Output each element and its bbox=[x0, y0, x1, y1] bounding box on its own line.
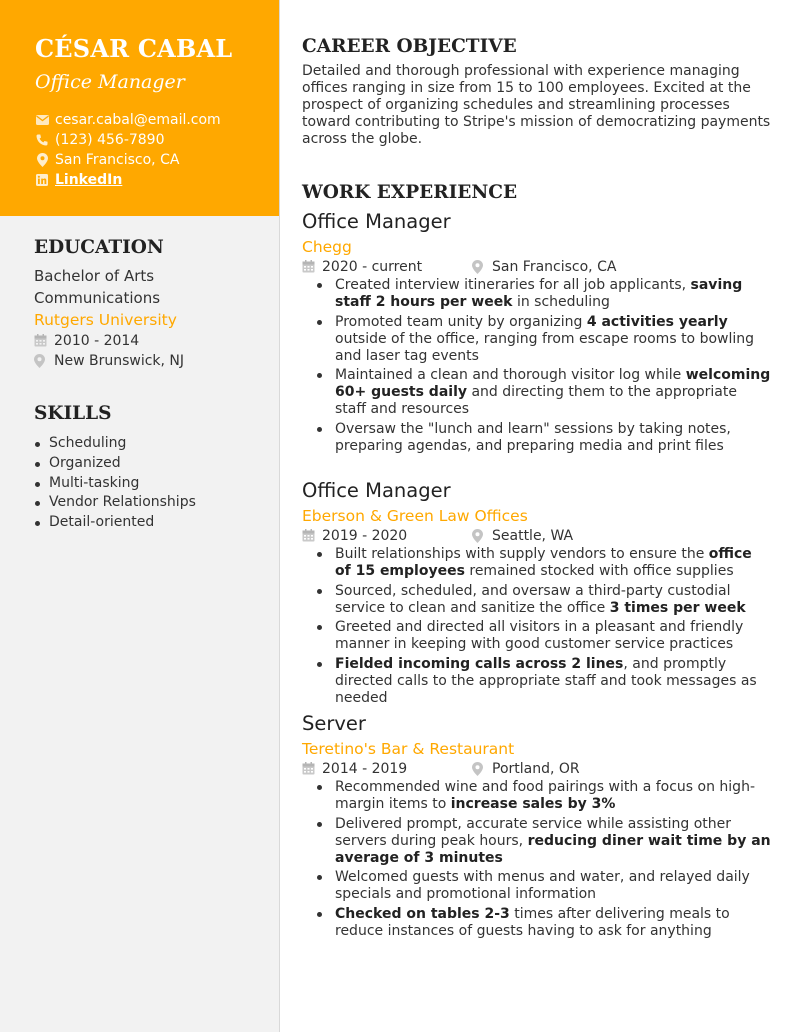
job-dates-text: 2019 - 2020 bbox=[322, 528, 408, 544]
skill-item: Organized bbox=[34, 454, 264, 474]
objective-heading: CAREER OBJECTIVE bbox=[302, 36, 517, 57]
calendar-icon bbox=[302, 529, 316, 543]
highlight-text: Checked on tables 2-3 bbox=[335, 905, 510, 922]
skill-item: Scheduling bbox=[34, 434, 264, 454]
location-pin-icon bbox=[35, 153, 49, 167]
objective-text: Detailed and thorough professional with experience managing offices ranging in size from 15 to 100 employees. Excited at the prospect of organizing schedules and streamlining processes toward contributing to Stripe's mission of democratizing payments across the globe. bbox=[302, 63, 771, 147]
calendar-icon bbox=[302, 762, 316, 776]
skill-item: Multi-tasking bbox=[34, 474, 264, 494]
header-block bbox=[0, 0, 279, 216]
highlight-text: 4 activities yearly bbox=[586, 313, 728, 330]
job-bullet: Built relationships with supply vendors to ensure the office of 15 employees remained stocked with office supplies bbox=[302, 546, 772, 580]
job-bullets bbox=[302, 779, 772, 940]
job-location bbox=[472, 259, 616, 275]
job-title: Office Manager bbox=[302, 210, 451, 233]
contact-email bbox=[35, 110, 279, 130]
job-location-text: Seattle, WA bbox=[492, 528, 574, 544]
job-title: Server bbox=[302, 712, 366, 735]
company-name: Eberson & Green Law Offices bbox=[302, 507, 528, 525]
highlight-text: reducing diner wait time by an average of 3 minutes bbox=[335, 832, 771, 866]
school-name: Rutgers University bbox=[34, 311, 177, 329]
skill-item: Vendor Relationships bbox=[34, 493, 264, 513]
highlight-text: saving staff 2 hours per week bbox=[335, 277, 743, 310]
job-bullet: Promoted team unity by organizing 4 activities yearly outside of the office, ranging from escape rooms to bowling and laser tag events bbox=[302, 314, 772, 365]
highlight-text: increase sales by 3% bbox=[450, 796, 616, 812]
contact-list bbox=[35, 110, 279, 190]
skills-section bbox=[34, 402, 264, 533]
location-pin-icon bbox=[472, 529, 486, 543]
location-text: San Francisco, CA bbox=[55, 152, 180, 168]
email-icon bbox=[35, 113, 49, 127]
contact-linkedin bbox=[35, 170, 279, 190]
company-name: Chegg bbox=[302, 238, 352, 256]
education-location-text: New Brunswick, NJ bbox=[54, 353, 185, 369]
sidebar bbox=[0, 0, 280, 1032]
candidate-name: CÉSAR CABAL bbox=[35, 34, 233, 63]
job-location bbox=[472, 761, 580, 777]
skills-list bbox=[34, 434, 264, 533]
candidate-role: Office Manager bbox=[35, 71, 185, 93]
email-text[interactable]: cesar.cabal@email.com bbox=[55, 112, 221, 128]
contact-location bbox=[35, 150, 279, 170]
location-pin-icon bbox=[34, 354, 48, 368]
degree-line-1: Bachelor of Arts bbox=[34, 267, 155, 285]
job-location-text: Portland, OR bbox=[492, 761, 580, 777]
education-heading: EDUCATION bbox=[34, 237, 164, 258]
job-meta bbox=[302, 526, 772, 546]
job-meta bbox=[302, 257, 772, 277]
job-bullets bbox=[302, 277, 772, 455]
job-dates bbox=[302, 761, 472, 777]
job-bullet: Sourced, scheduled, and oversaw a third-party custodial service to clean and sanitize the office 3 times per week bbox=[302, 583, 772, 617]
job-bullet: Greeted and directed all visitors in a pleasant and friendly manner in keeping with good customer service practices bbox=[302, 619, 772, 653]
calendar-icon bbox=[34, 334, 48, 348]
job-bullet: Recommended wine and food pairings with a focus on high-margin items to increase sales by 3% bbox=[302, 779, 772, 813]
job-bullet: Oversaw the "lunch and learn" sessions by taking notes, preparing agendas, and preparing media and print files bbox=[302, 421, 772, 455]
company-name: Teretino's Bar & Restaurant bbox=[302, 740, 515, 758]
education-location bbox=[34, 351, 264, 371]
highlight-text: welcoming 60+ guests daily bbox=[335, 367, 771, 400]
work-experience-heading: WORK EXPERIENCE bbox=[302, 182, 518, 203]
education-dates-text: 2010 - 2014 bbox=[54, 333, 140, 349]
job-location-text: San Francisco, CA bbox=[492, 259, 617, 275]
job-entry bbox=[302, 210, 772, 457]
linkedin-icon bbox=[35, 173, 49, 187]
education-dates bbox=[34, 331, 264, 351]
job-entry bbox=[302, 712, 772, 942]
job-bullets bbox=[302, 546, 772, 707]
phone-text[interactable]: (123) 456-7890 bbox=[55, 132, 165, 148]
highlight-text: Fielded incoming calls across 2 lines bbox=[335, 655, 624, 672]
highlight-text: 3 times per week bbox=[609, 599, 746, 616]
job-meta bbox=[302, 759, 772, 779]
linkedin-link[interactable]: LinkedIn bbox=[55, 172, 123, 188]
degree-line-2: Communications bbox=[34, 288, 161, 307]
job-dates-text: 2020 - current bbox=[322, 259, 423, 275]
job-bullet: Maintained a clean and thorough visitor log while welcoming 60+ guests daily and directing them to the appropriate staff and resources bbox=[302, 367, 772, 418]
skill-item: Detail-oriented bbox=[34, 513, 264, 533]
job-bullet: Created interview itineraries for all job applicants, saving staff 2 hours per week in scheduling bbox=[302, 277, 772, 311]
job-dates-text: 2014 - 2019 bbox=[322, 761, 408, 777]
job-bullet: Checked on tables 2-3 times after delivering meals to reduce instances of guests having to ask for anything bbox=[302, 906, 772, 940]
location-pin-icon bbox=[472, 260, 486, 274]
job-bullet: Welcomed guests with menus and water, and relayed daily specials and promotional information bbox=[302, 869, 772, 903]
job-location bbox=[472, 528, 573, 544]
job-bullet: Delivered prompt, accurate service while assisting other servers during peak hours, reducing diner wait time by an average of 3 minutes bbox=[302, 816, 772, 867]
phone-icon bbox=[35, 133, 49, 147]
job-entry bbox=[302, 479, 772, 709]
job-dates bbox=[302, 528, 472, 544]
education-section bbox=[34, 236, 264, 371]
contact-phone bbox=[35, 130, 279, 150]
job-bullet: Fielded incoming calls across 2 lines, and promptly directed calls to the appropriate staff and took messages as needed bbox=[302, 656, 772, 707]
location-pin-icon bbox=[472, 762, 486, 776]
job-title: Office Manager bbox=[302, 479, 451, 502]
calendar-icon bbox=[302, 260, 316, 274]
highlight-text: office of 15 employees bbox=[335, 546, 752, 579]
job-dates bbox=[302, 259, 472, 275]
skills-heading: SKILLS bbox=[34, 403, 112, 424]
